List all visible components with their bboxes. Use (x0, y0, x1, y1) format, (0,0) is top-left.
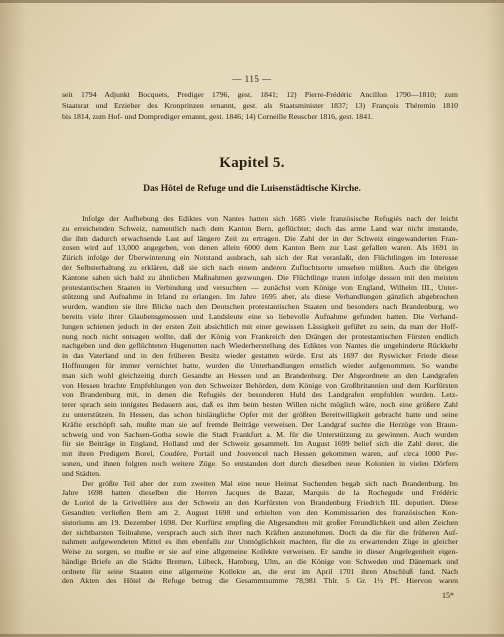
body-line: nachgeben und den geflüchteten Hugenotten nach Wiederherstellung des Ediktes von Nantes die ungehinderte Rückkehr (62, 341, 458, 351)
body-line: bereits viele ihrer Glaubensgenossen und Landsleute eine so liebevolle Aufnahme gefunden hatten. Die Verhand- (62, 311, 458, 321)
body-line: Zürich infolge der Überwinterung ein Notstand ausbrach, sah sich der Rat veranlaßt, den Flüchtlingen im Interesse (62, 253, 458, 263)
body-line: wurden, wandten sie ihre Blicke nach den Deutschen protestantischen Staaten und besonders nach Brandenburg, wo (62, 302, 458, 312)
body-line: Weise zu sorgen, so mußte er sie auf eine allgemeine Kollekte verweisen. Er sandte in dieser Angelegenheit eigen- (62, 547, 458, 557)
body-line: sonen, und ihnen folgten noch weitere Züge. So entstanden dort durch dieselben neue Kolonien in vielen Dörfern (62, 458, 458, 468)
body-line: Gesandten verließen Bern am 2. August 1698 und erhielten von den Kommissarien des französischen Kon- (62, 507, 458, 517)
body-line: nahmen aufgewendeten Mittel es ihm ebenfalls zur Unmöglichkeit machten, für die zu erwartenden Züge in gleicher (62, 537, 458, 547)
body-line: der Selbsterhaltung zu erklären, daß sie sich nach einem anderen Zufluchtsorte umsehen müßten. Auch die übrigen (62, 262, 458, 272)
body-line: für sie Beiträge in England, Holland und der Schweiz gesammelt. Im August 1699 belief sich die Zahl derer, die (62, 439, 458, 449)
body-line: in das Vaterland und in den früheren Besitz wieder gestatten würde. Erst als 1697 der Ryswicker Friede diese (62, 351, 458, 361)
body-line: sistoriums am 19. Dezember 1698. Der Kurfürst empfing die Abgesandten mit großer Freundlichkeit und allen Zeichen (62, 517, 458, 527)
body-line: Kräfte erschöpft sah, mußte man sie auf fremde Beiträge verweisen. Der Landgraf suchte die Herzöge von Braun- (62, 419, 458, 429)
body-line: mit ihren Predigern Borel, Coudère, Portail und Jouvencel nach Hessen gekommen waren, auf circa 1000 Per- (62, 449, 458, 459)
body-line: schweig und von Sachsen-Gotha sowie die Stadt Frankfurt a. M. für die Unterstützung zu gewinnen. Auch wurden (62, 429, 458, 439)
continuation-line: seit 1794 Adjunkt Bocquets, Prediger 1796, gest. 1841; 12) Pierre-Frédéric Ancillon 1790—1810; zum (62, 90, 458, 99)
page-number: — 115 — (232, 74, 272, 84)
chapter-title: Kapitel 5. (219, 155, 285, 171)
body-line: de Loriol de la Grivellière aus der Schweiz an den Kurfürsten von Brandenburg Friedrich III. deputiert. Diese (62, 498, 458, 508)
body-line: protestantischen Staaten in Verbindung und versuchten — zunächst vom Könige von England, Wilhelm III., Unter- (62, 282, 458, 292)
continuation-line: Staatsrat und Erzieher des Kronprinzen ernannt, gest. als Staatsminister 1837; 13) François Théremin 1810 (62, 101, 458, 110)
body-line: nung noch nicht entsagen wollte, daß der König von Frankreich den Drängen der protestantischen Fürsten endlich (62, 331, 458, 341)
body-line: Der größte Teil aber der zum zweiten Mal eine neue Heimat Suchenden begab sich nach Brandenburg. Im (82, 478, 458, 488)
chapter-subtitle: Das Hôtel de Refuge und die Luisenstädtische Kirche. (143, 184, 361, 194)
signature-mark: 15* (442, 591, 454, 600)
body-line: stützung und Aufnahme in Irland zu erlangen. Im Jahre 1695 aber, als diese Verhandlungen gänzlich abgebrochen (62, 292, 458, 302)
paragraph (62, 214, 458, 479)
body-line: der sichtbarsten Teilnahme, versprach auch sich ihrer nach Kräften anzunehmen. Doch da die für die früheren Auf- (62, 527, 458, 537)
body-line: terer sprach sein innigstes Bedauern aus, daß es ihm beim besten Willen nicht möglich wäre, noch eine größere Zahl (62, 400, 458, 410)
body-line: von Hessen brachte Empfehlungen von den Schweizer Behörden, dem Könige von Großbritannien und dem Kurfürsten (62, 380, 458, 390)
body-line: man sich wohl gleichzeitig durch Gesandte an Hessen und an Brandenburg. Der Abgeordnete an den Landgrafen (62, 370, 458, 380)
body-line: Kantone sahen sich bald zu ähnlichen Maßnahmen gezwungen. Die Flüchtlinge traten infolge dessen mit den meisten (62, 272, 458, 282)
body-line: von Brandenburg mit, in denen die Refugiés der besonderen Huld des Landgrafen empfohlen wurden. Letz- (62, 390, 458, 400)
body-line: Jahre 1698 hatten dieselben die Herren Jacques de Bazar, Marquis de la Rochegude und Frédéric (62, 488, 458, 498)
body-line: und Städten. (62, 468, 101, 478)
body-line: zosen wird auf 13,000 angegeben, von denen allein 6000 dem Kanton Bern zur Last gefallen waren. Als 1691 in (62, 243, 458, 253)
body-line: ordnete für seine Staaten eine allgemeine Kollekte an, die erst im April 1701 ihren Abschluß fand. Nach (62, 566, 458, 576)
continuation-text (62, 89, 458, 122)
body-line: zu erreichenden Schweiz, namentlich nach dem Kanton Bern, geflüchtet; doch das arme Land war nicht imstande, (62, 223, 458, 233)
body-line: zu unterstützen. In Hessen, das schon hinlängliche Opfer mit der größten Bereitwilligkeit gebracht hatte und seine (62, 409, 458, 419)
body-line: Hoffnungen für immer vernichtet hatte, wurden die Unterhandlungen ernstlich wieder aufgenommen. So wandte (62, 360, 458, 370)
body-line: Infolge der Aufhebung des Ediktes von Nantes hatten sich 1685 viele französische Refugiés nach der leicht (82, 214, 458, 223)
page-top-edge (0, 0, 504, 3)
paragraph (62, 479, 458, 587)
body-line: den Akten des Hôtel de Refuge betrug die Gesammtsumme 78,981 Thlr. 5 Gr. 1½ Pf. Hiervon waren (62, 576, 458, 586)
body-line: händige Briefe an die Städte Bremen, Lübeck, Hamburg, Ulm, an die Könige von Schweden und Dänemark und (62, 556, 458, 566)
body-line: lungen schienen jedoch in der ersten Zeit absichtlich mit einer gewissen Lässigkeit geführt zu sein, da man der Hoff- (62, 321, 458, 331)
body-line: die ihm dadurch erwachsende Last auf längere Zeit zu ertragen. Die Zahl der in der Schweiz eingewanderten Fran- (62, 233, 458, 243)
chapter-body (62, 214, 458, 586)
continuation-line: bis 1814, zum Hof- und Domprediger ernannt, gest. 1846; 14) Corneille Reuscher 1816, gest. 1841. (62, 112, 373, 121)
